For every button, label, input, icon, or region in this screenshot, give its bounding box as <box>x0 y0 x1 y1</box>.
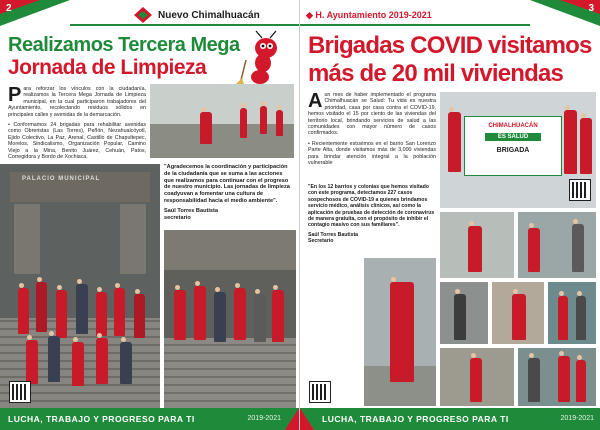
visit-photo-5 <box>548 282 596 344</box>
municipal-logo-icon <box>132 6 154 24</box>
brigade-banner-photo <box>440 92 596 208</box>
footer-years: 2019-2021 <box>560 415 594 422</box>
article-title-line1: Realizamos Tercera Mega <box>8 34 240 56</box>
quote-signature: Saúl Torres Bautista <box>164 207 218 214</box>
building-sign: PALACIO MUNICIPAL <box>22 176 101 182</box>
footer-years: 2019-2021 <box>247 415 281 422</box>
qr-code-icon <box>310 382 330 402</box>
quote-signature-role: secretario <box>164 214 191 221</box>
pull-quote: "En los 12 barrios y colonias que hemos visitado con este programa, detectamos 227 casos sospechosos de COVID-19 a quienes brindamos servicio médico, análisis clínicos, así como la aplicación de pruebas de detección de coronavirus de manera gratuita, con el propósito de inhibir el contagio masivo con sus familiares". Saúl Torres Bautista Secretario <box>308 184 435 245</box>
footer-slogan: LUCHA, TRABAJO Y PROGRESO PARA TI <box>322 414 509 424</box>
article-body: Aun mes de haber implementado el programa Chimalhuacán se Salud: Tu vida es nuestra prioridad, casa por casa contra el COVID-19, hemos visitado el 15 por ciento de las viviendas del territorio local, brindando servicios de salud a las comunidades con mayor número de casos confirmados. • Recientemente estuvimos en el barrio San Lorenzo Parte Alta, donde visitamos más de 3,000 viviendas para brindar atención integral a la población vulnerable <box>308 90 436 167</box>
right-footer <box>300 408 600 430</box>
street-cleaning-photo <box>150 84 294 158</box>
quote-signature: Saúl Torres Bautista <box>308 231 359 238</box>
body-paragraph-1: ara reforzar los vínculos con la ciudadanía, realizamos la Tercera Mega Jornada de Limpieza municipal, en la cual participaron trabajadores del Ayuntamiento, recolectando residuos sólidos en principales calles y avenidas de la demarcación. <box>8 86 146 118</box>
volunteers-photo <box>164 230 296 408</box>
visit-photo-7 <box>518 348 596 406</box>
body-paragraph-2: • Recientemente estuvimos en el barrio San Lorenzo Parte Alta, donde visitamos más de 3,000 viviendas para brindar atención integral a la población vulnerable <box>308 140 436 167</box>
visit-photo-6 <box>440 348 514 406</box>
page-number: 2 <box>6 3 12 14</box>
article-title-line2: más de 20 mil viviendas <box>308 60 564 87</box>
article-title-line1: Brigadas COVID visitamos <box>308 32 592 59</box>
doctor-photo <box>364 258 436 406</box>
group-photo-palace <box>0 164 160 408</box>
visit-photo-3 <box>440 282 488 344</box>
article-body: Para reforzar los vínculos con la ciudadanía, realizamos la Tercera Mega Jornada de Limpieza municipal, en la cual participaron trabajadores del Ayuntamiento, recolectando residuos sólidos en principales calles y avenidas de la demarcación. • Conformamos 24 brigadas para rehabilitar avenidas como Obreristas (Las Torres), Peñón, Nezahualcóyotl, Ejido Colectivo, La Paz, Arenal, Castillo de Chapultepec, Morelos, Sindicalismo, Organización Popular, Camino Viejo a la Mina, Benito Juárez, Cehuán, Patos, Corregidora y Bordo de Xochiaca. <box>8 84 146 161</box>
ant-mascot-icon <box>236 30 292 86</box>
body-paragraph-2: • Conformamos 24 brigadas para rehabilitar avenidas como Obreristas (Las Torres), Peñón, Nezahualcóyotl, Ejido Colectivo, La Paz, Arenal, Castillo de Chapultepec, Morelos, Sindicalismo, Organización Popular, Camino Viejo a la Mina, Benito Juárez, Cehuán, Patos, Corregidora y Bordo de Xochiaca. <box>8 122 146 161</box>
header-label: ◆ H. Ayuntamiento 2019-2021 <box>306 10 432 20</box>
body-paragraph-1: un mes de haber implementado el programa Chimalhuacán se Salud: Tu vida es nuestra prioridad, casa por casa contra el COVID-19, hemos visitado el 15 por ciento de las viviendas del territorio local, brindando servicios de salud a las comunidades con mayor número de casos confirmados. <box>308 92 436 137</box>
footer-slogan: LUCHA, TRABAJO Y PROGRESO PARA TI <box>8 414 195 424</box>
quote-signature-role: Secretario <box>308 238 334 245</box>
visit-photo-2 <box>518 212 596 278</box>
brigade-banner: CHIMALHUACÁN ES SALUD BRIGADA <box>464 116 562 176</box>
qr-code-icon <box>10 382 30 402</box>
visit-photo-4 <box>492 282 544 344</box>
qr-code-icon <box>570 180 590 200</box>
visit-photo-1 <box>440 212 514 278</box>
page-number: 3 <box>588 3 594 14</box>
left-footer <box>0 408 299 430</box>
article-title-line2: Jornada de Limpieza <box>8 56 207 79</box>
right-page <box>300 0 600 430</box>
pull-quote: "Agradecemos la coordinación y participación de la ciudadanía que se suma a las acciones que realizamos para continuar con el progreso de nuestro municipio. Las jornadas de limpieza coadyuvan a fomentar una cultura de responsabilidad hacia el medio ambiente". Saúl Torres Bautista secretario <box>164 164 292 221</box>
brand-name: Nuevo Chimalhuacán <box>158 10 260 21</box>
